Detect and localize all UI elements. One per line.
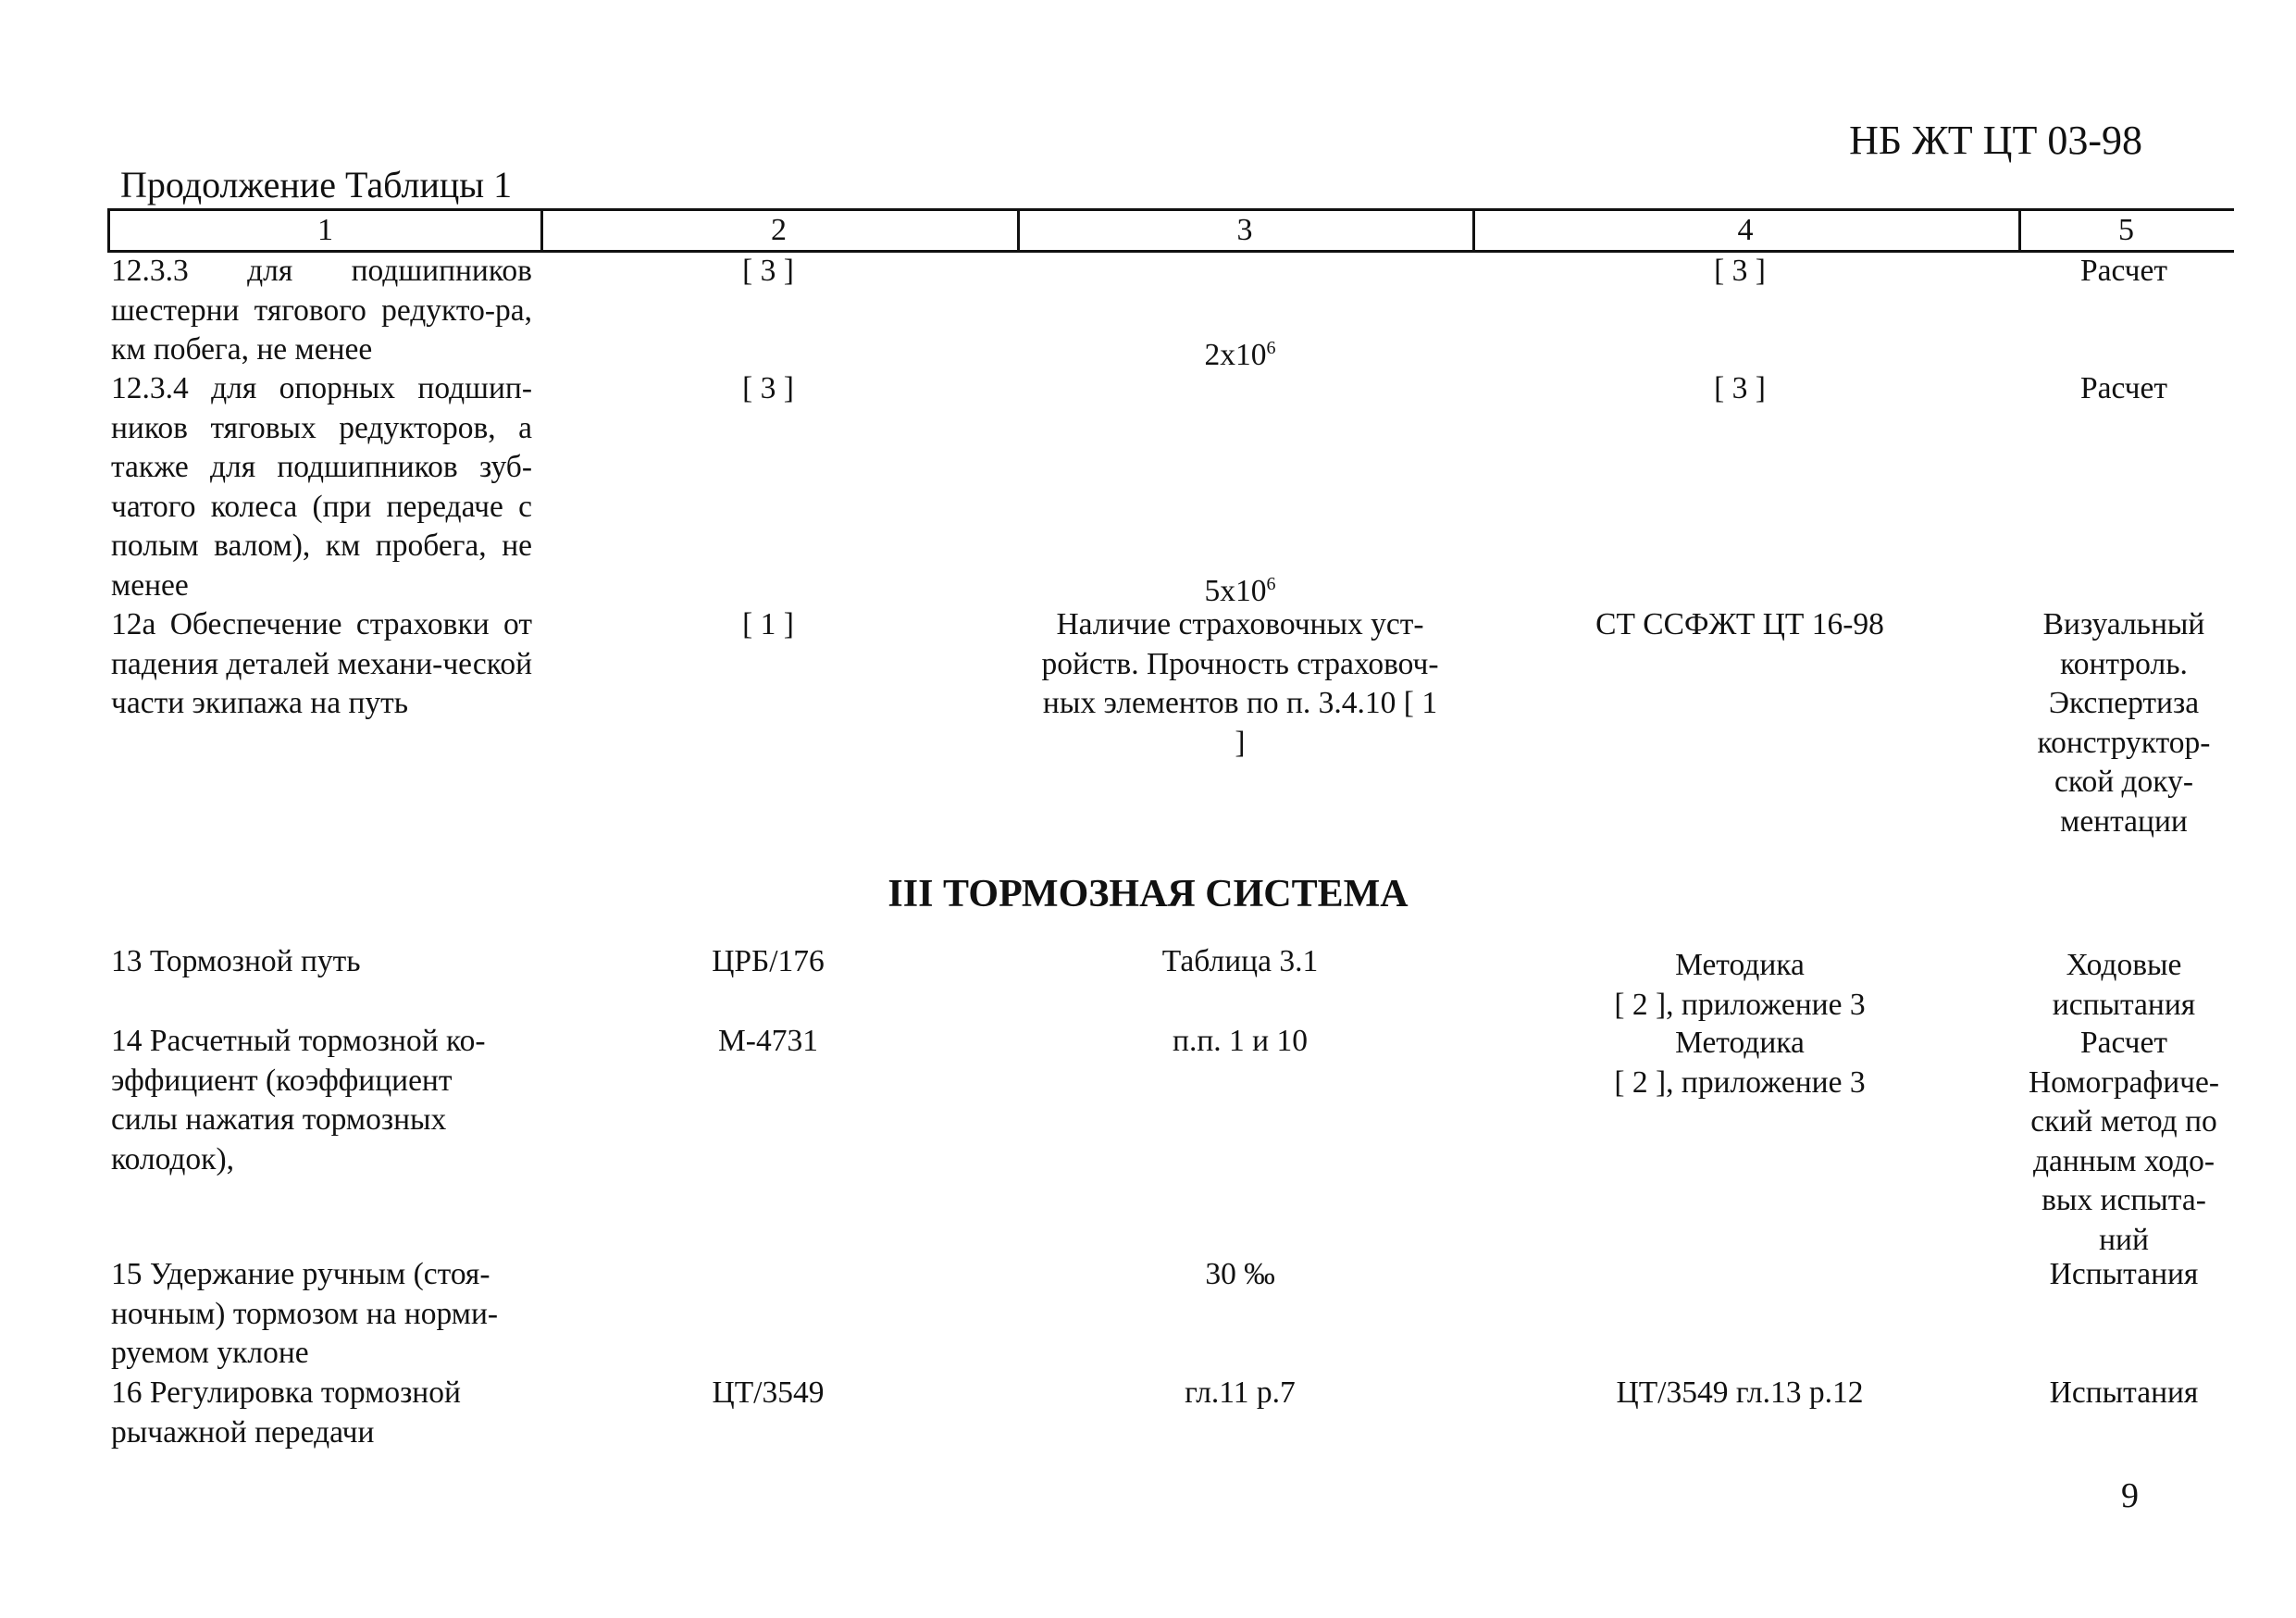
row-control-method: Расчет [2079, 254, 2168, 288]
row-reference: [ 3 ] [742, 254, 794, 288]
row-reference: ЦТ/3549 [712, 1375, 825, 1410]
row-method-reference: [ 3 ] [1714, 371, 1766, 405]
row-parameter: 12.3.4 для опорных подшип-ников тяговых редукторов, а также для подшипников зуб-чатого колеса (при передаче с полым валом), км пробега, не менее [111, 371, 532, 603]
header-col-4: 4 [1472, 211, 2021, 250]
header-col-1: 1 [110, 211, 543, 250]
row-norm: гл.11 р.7 [1185, 1375, 1296, 1410]
row-parameter: 16 Регулировка тормозной рычажной передачи [111, 1375, 461, 1450]
row-method-reference: Методика [ 2 ], приложение 3 [1614, 948, 1866, 1022]
row-method-reference: Методика [ 2 ], приложение 3 [1614, 1026, 1866, 1100]
row-parameter: 12.3.3 для подшипников шестерни тягового редукто-ра, км побега, не менее [111, 254, 532, 367]
header-col-2: 2 [540, 211, 1020, 250]
table-continuation-title: Продолжение Таблицы 1 [120, 164, 513, 205]
row-norm: Таблица 3.1 [1161, 944, 1319, 978]
row-norm: Наличие страховочных уст- ройств. Прочность страховоч- ных элементов по п. 3.4.10 [ 1 ] [1041, 607, 1439, 760]
page-number: 9 [2121, 1476, 2139, 1515]
row-method-reference: ЦТ/3549 гл.13 р.12 [1616, 1375, 1864, 1410]
row-method-reference: СТ ССФЖТ ЦТ 16-98 [1595, 607, 1884, 641]
table-header-row [107, 208, 2234, 253]
row-reference: ЦРБ/176 [712, 944, 825, 978]
row-control-method: Испытания [2049, 1375, 2199, 1410]
row-control-method: Ходовые испытания [2052, 948, 2196, 1022]
document-code: НБ ЖТ ЦТ 03-98 [1849, 118, 2142, 163]
row-parameter: 13 Тормозной путь [111, 944, 361, 978]
row-norm: $2x10^6$ [1204, 338, 1276, 373]
row-norm: п.п. 1 и 10 [1173, 1024, 1308, 1058]
header-col-3: 3 [1017, 211, 1475, 250]
header-col-5: 5 [2118, 213, 2134, 247]
row-parameter: 14 Расчетный тормозной ко- эффициент (коэффициент силы нажатия тормозных колодок), [111, 1024, 486, 1176]
row-reference: [ 1 ] [742, 607, 794, 641]
row-control-method: Расчет Номографиче- ский метод по данным ходо- вых испыта- ний [2028, 1026, 2220, 1257]
row-reference: М-4731 [718, 1024, 818, 1058]
section-title: III ТОРМОЗНАЯ СИСТЕМА [887, 873, 1409, 915]
row-control-method: Испытания [2049, 1257, 2199, 1291]
row-norm: 30 ‰ [1205, 1257, 1275, 1291]
row-method-reference: [ 3 ] [1714, 254, 1766, 288]
row-norm: $5x10^6$ [1204, 574, 1276, 609]
row-parameter: 12а Обеспечение страховки от падения деталей механи-ческой части экипажа на путь [111, 607, 532, 720]
row-parameter: 15 Удержание ручным (стоя- ночным) тормозом на норми- руемом уклоне [111, 1257, 499, 1370]
row-control-method: Визуальный контроль. Экспертиза конструктор- ской доку- ментации [2037, 607, 2211, 839]
row-control-method: Расчет [2079, 371, 2168, 405]
row-reference: [ 3 ] [742, 371, 794, 405]
